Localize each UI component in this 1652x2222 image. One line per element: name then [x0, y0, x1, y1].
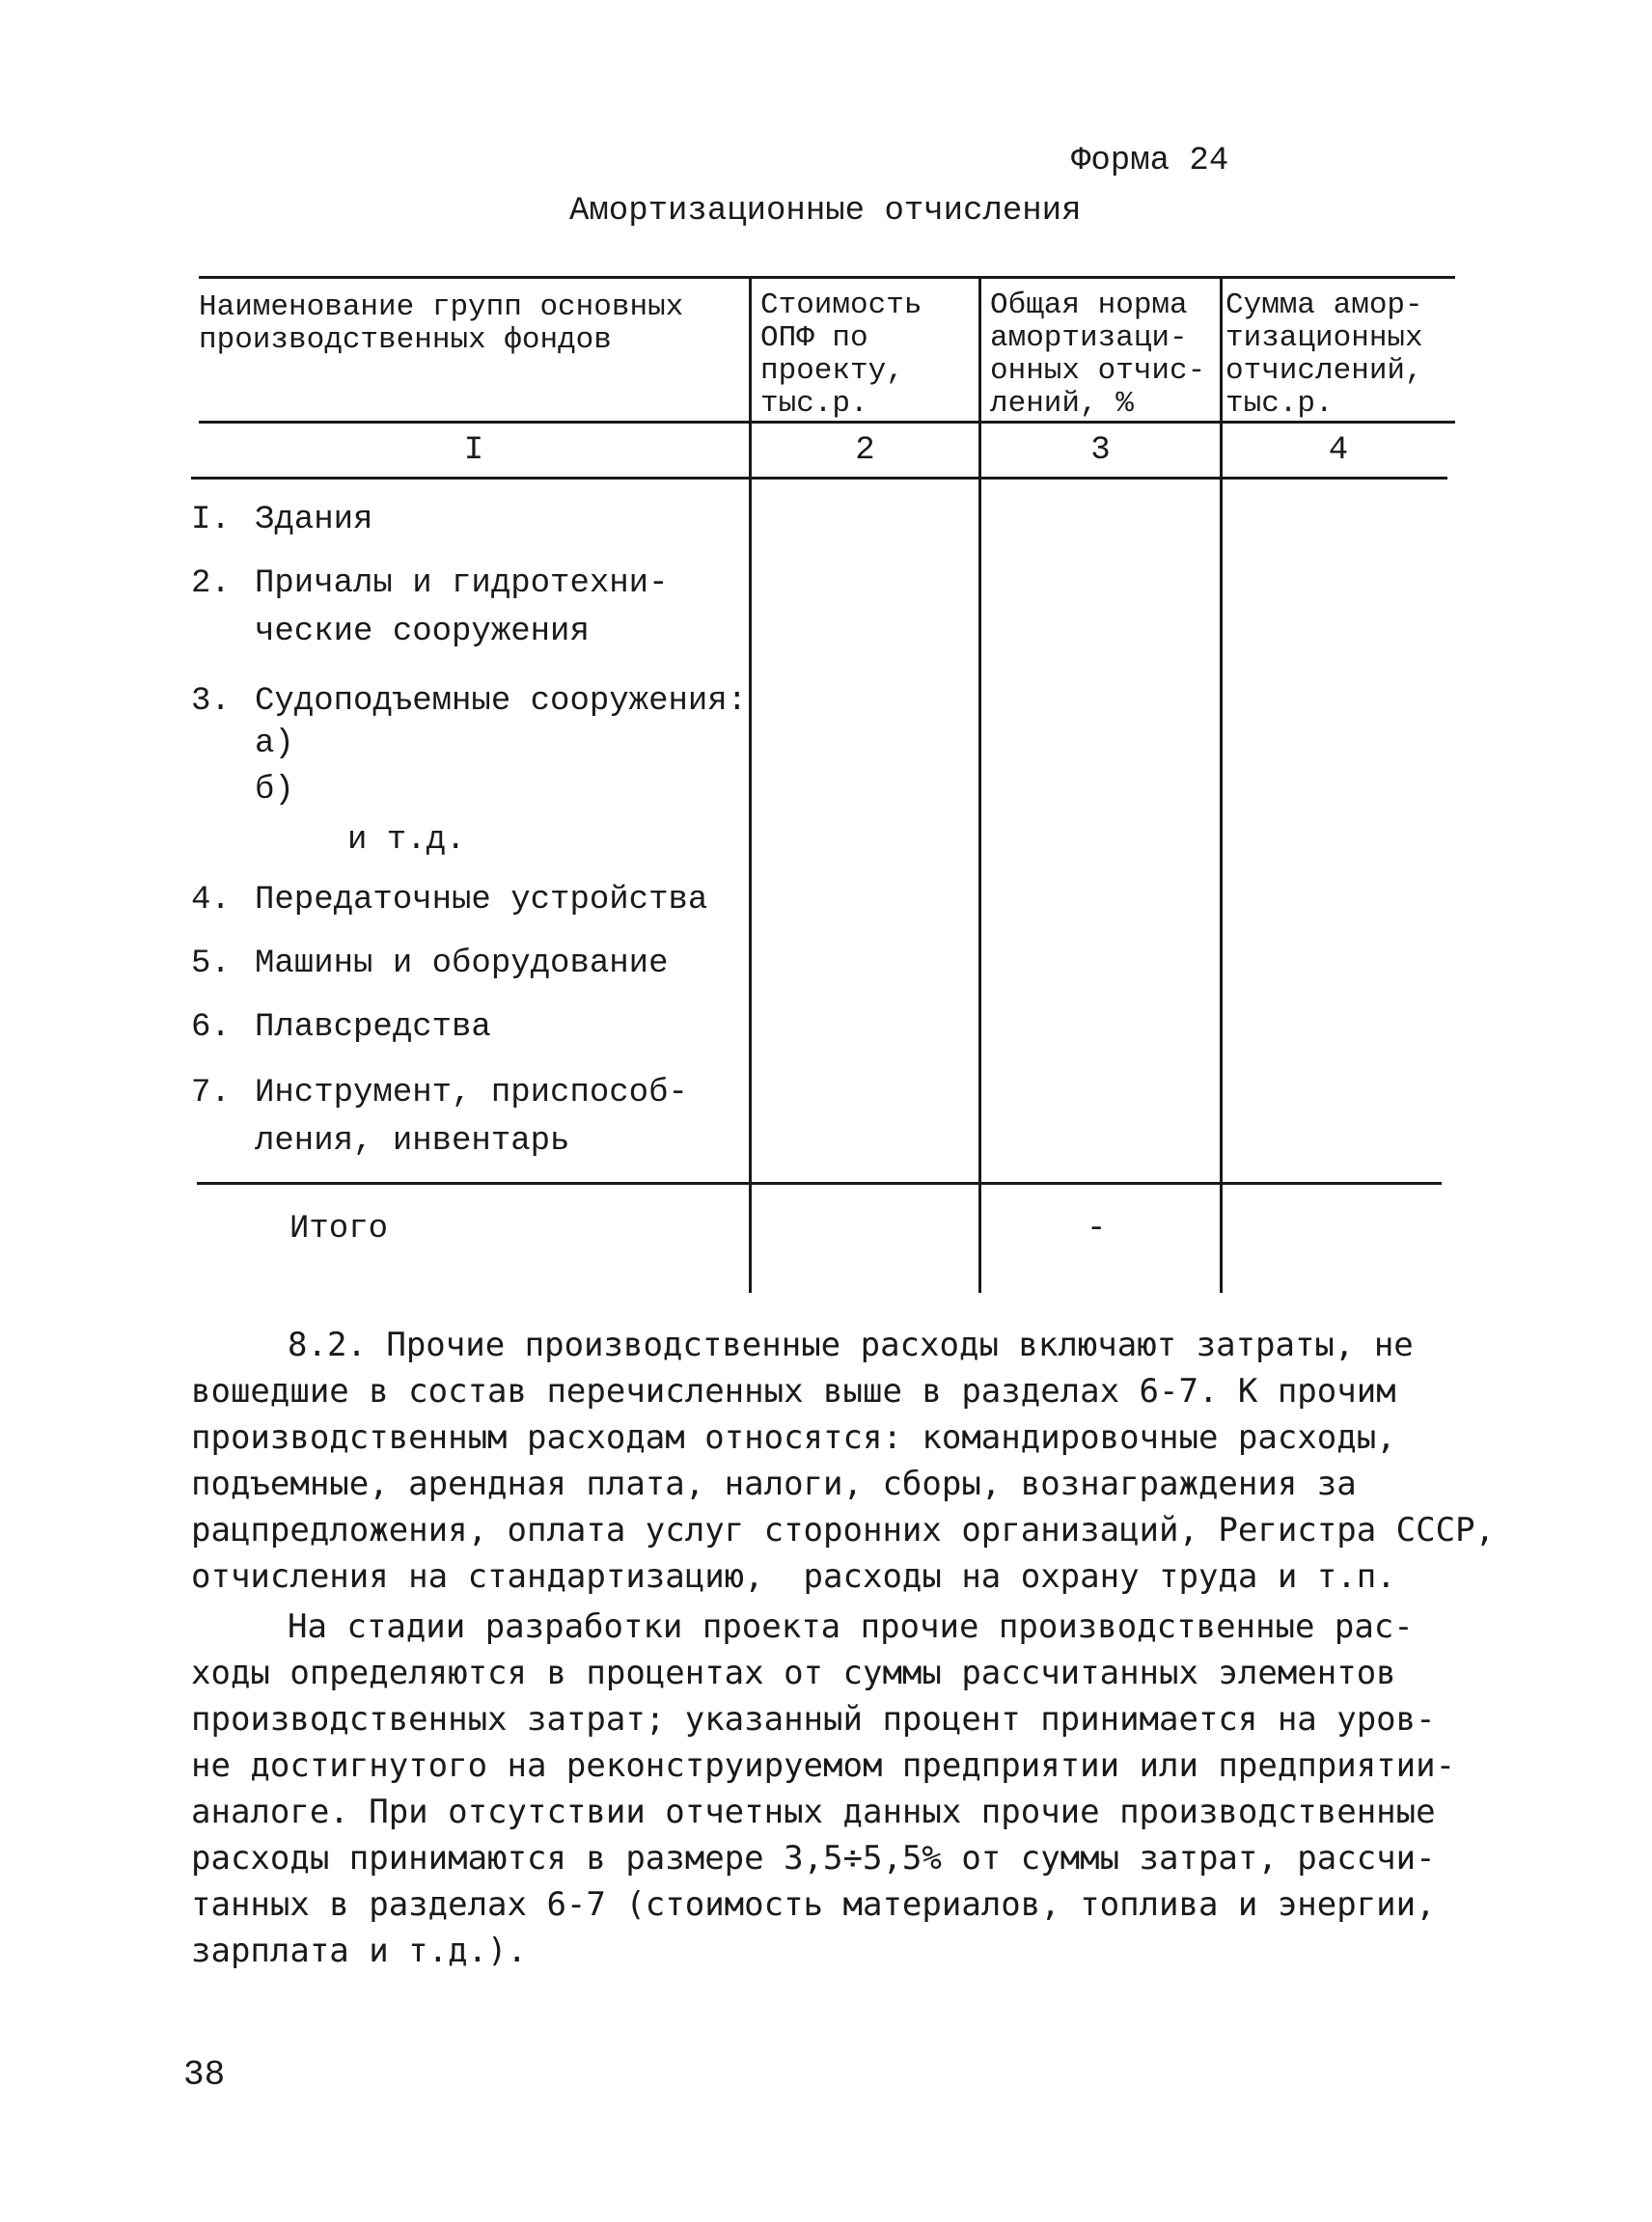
table-row — [191, 940, 668, 988]
column-number-2: 2 — [855, 432, 875, 469]
row-number: 7. — [191, 1075, 231, 1111]
row-label: Машины и оборудование — [255, 946, 669, 982]
page-number: 38 — [183, 2055, 226, 2095]
column-number-1: I — [463, 432, 484, 469]
table-row — [191, 677, 747, 726]
paragraph-8-2: 8.2. Прочие производственные расходы включают затраты, не вошедшие в состав перечисленных выше в разделах 6-7. К прочим производственным расходам относятся: командировочные расходы, подъемные, арендная плата, налоги, сборы, вознаграждения за рацпредложения, оплата услуг сторонних организаций, Регистра СССР, отчисления на стандартизацию, расходы на охрану труда и т.п. — [191, 1326, 1496, 1596]
row-label: Инструмент, приспособ- — [255, 1075, 688, 1111]
row-label: Здания — [255, 502, 373, 538]
header-col-3: Общая норма амортизаци- онных отчис- лений, % — [990, 288, 1206, 421]
row-number: 3. — [191, 683, 231, 720]
column-numbers-rule — [191, 477, 1447, 480]
total-rule — [197, 1182, 1442, 1185]
row-label: Судоподъемные сооружения: — [255, 683, 748, 720]
table-top-rule — [199, 276, 1455, 279]
row-label: Плавсредства — [255, 1009, 491, 1046]
column-number-3: 3 — [1090, 432, 1111, 469]
table-row — [191, 1003, 491, 1052]
row-number: 5. — [191, 946, 231, 982]
table-row — [191, 560, 668, 656]
header-col-4: Сумма амор- тизационных отчислений, тыс.р. — [1225, 288, 1423, 421]
table-row — [191, 496, 372, 544]
table-title: Амортизационные отчисления — [569, 193, 1082, 230]
column-divider-1 — [749, 278, 752, 1293]
row-number: 4. — [191, 882, 231, 919]
table-row — [191, 876, 707, 924]
header-col-2: Стоимость ОПФ по проекту, тыс.р. — [760, 288, 922, 421]
paragraph-method: На стадии разработки проекта прочие производственные рас- ходы определяются в процентах от суммы рассчитанных элементов производственных затрат; указанный процент принимается на уров- не достигнутого на реконструируемом предприятии или предприятии- аналоге. При отсутствии отчетных данных прочие производственные расходы принимаются в размере 3,5÷5,5% от суммы затрат, рассчи- танных в разделах 6-7 (стоимость материалов, топлива и энергии, зарплата и т.д.). — [191, 1607, 1456, 1970]
column-number-4: 4 — [1328, 432, 1349, 469]
row-number: I. — [191, 502, 231, 538]
total-dash: - — [1087, 1211, 1107, 1248]
row-label-continued: ческие сооружения — [255, 614, 590, 650]
form-label: Форма 24 — [1071, 143, 1229, 179]
table-row — [191, 1069, 688, 1166]
column-divider-2 — [978, 278, 981, 1293]
row-number: 6. — [191, 1009, 231, 1046]
row-label: Причалы и гидротехни- — [255, 565, 669, 602]
header-col-1: Наименование групп основных производственных фондов — [199, 290, 684, 357]
row-number: 2. — [191, 565, 231, 602]
row-label: Передаточные устройства — [255, 882, 708, 919]
row-label-continued: ления, инвентарь — [255, 1123, 570, 1160]
header-bottom-rule — [199, 421, 1455, 424]
total-label: Итого — [289, 1211, 389, 1248]
etc-note: и т.д. — [347, 822, 466, 859]
sub-item-a: а) — [255, 726, 294, 762]
sub-item-b: б) — [255, 772, 294, 809]
column-divider-3 — [1220, 278, 1223, 1293]
